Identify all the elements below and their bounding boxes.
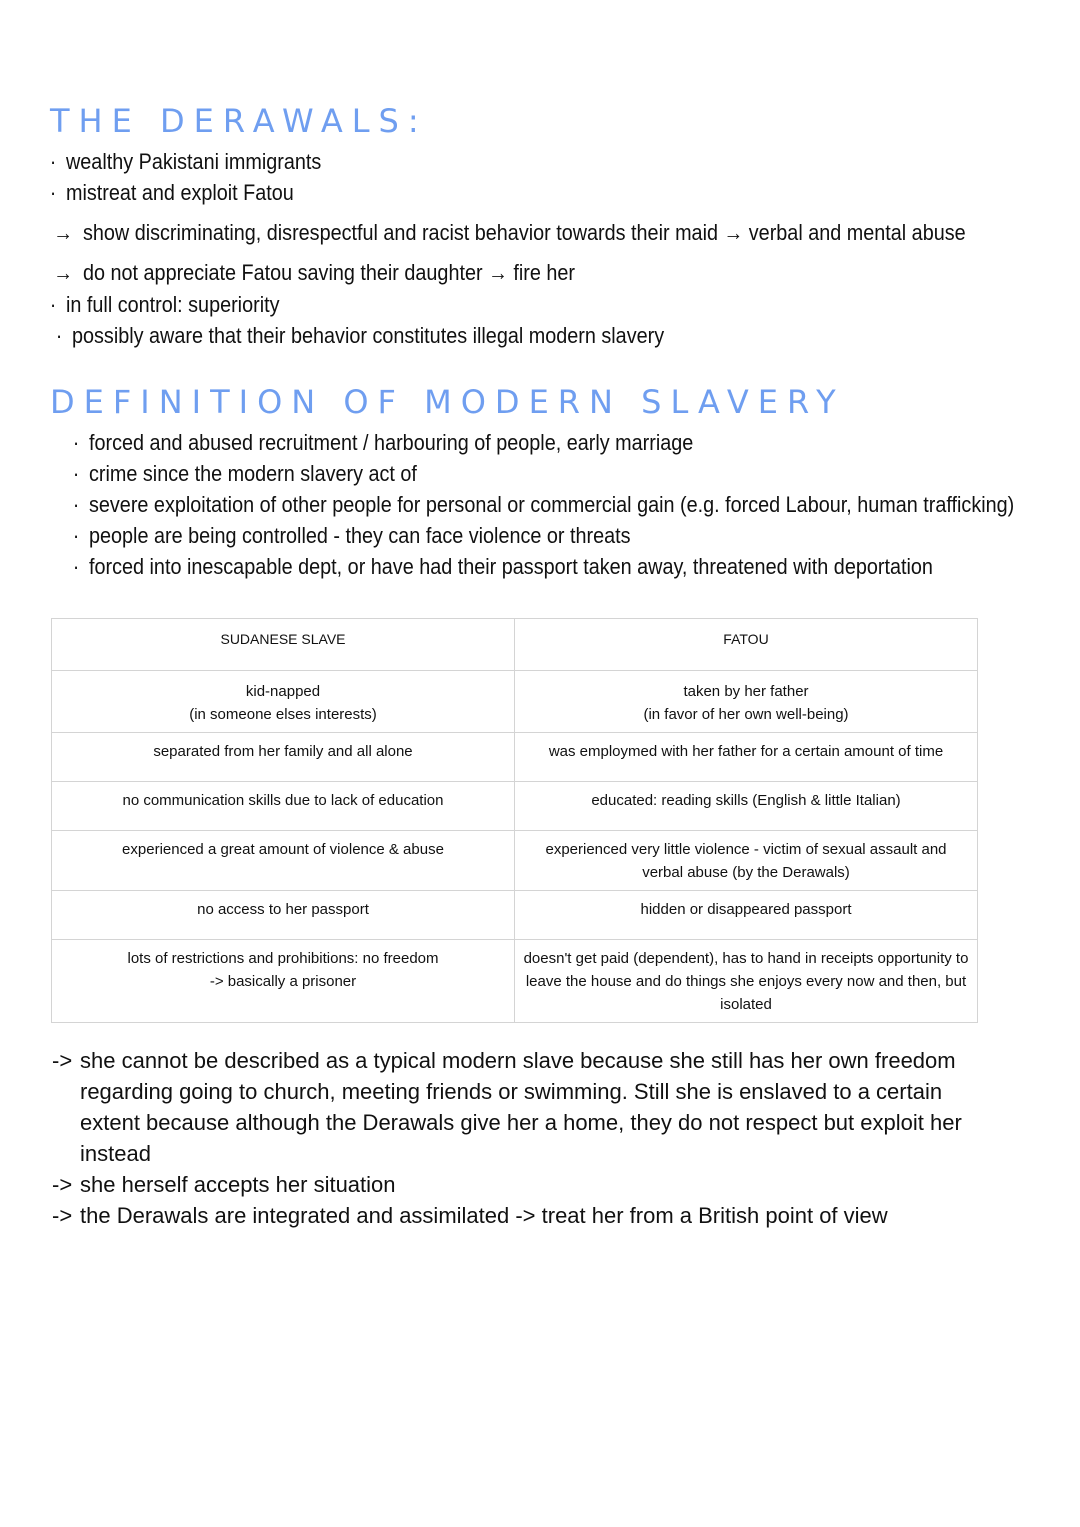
list-item: · wealthy Pakistani immigrants bbox=[49, 149, 322, 174]
list-item: · possibly aware that their behavior constitutes illegal modern slavery bbox=[55, 323, 665, 348]
list-item: · crime since the modern slavery act of bbox=[72, 461, 417, 486]
list-item: · severe exploitation of other people for personal or commercial gain (e.g. forced Labour, human trafficking) bbox=[72, 492, 1015, 517]
list-item: · people are being controlled - they can face violence or threats bbox=[72, 523, 631, 548]
list-item: · in full control: superiority bbox=[49, 292, 280, 317]
conclusion-list bbox=[52, 1045, 992, 1231]
table-cell: kid-napped (in someone elses interests) bbox=[52, 671, 515, 733]
table-cell: lots of restrictions and prohibitions: no freedom -> basically a prisoner bbox=[52, 940, 515, 1023]
table-row bbox=[52, 671, 978, 733]
list-item: -> the Derawals are integrated and assimilated -> treat her from a British point of view bbox=[52, 1203, 888, 1228]
list-item: -> she herself accepts her situation bbox=[52, 1172, 396, 1197]
section-heading-definition: DEFINITION OF MODERN SLAVERY bbox=[50, 383, 845, 421]
table-cell: no communication skills due to lack of education bbox=[52, 782, 515, 831]
list-item: · forced and abused recruitment / harbouring of people, early marriage bbox=[72, 430, 694, 455]
derawals-list bbox=[49, 146, 1066, 351]
table-row bbox=[52, 891, 978, 940]
column-header-sudanese-slave: SUDANESE SLAVE bbox=[52, 619, 515, 671]
list-item: · mistreat and exploit Fatou bbox=[49, 180, 294, 205]
list-item: -> she cannot be described as a typical modern slave because she still has her own freedom regarding going to church, meeting friends or swimming. Still she is enslaved to a certain extent because although the Derawals give her a home, they do not respect but exploit her instead bbox=[52, 1048, 962, 1166]
definition-list bbox=[72, 427, 1079, 582]
table-row bbox=[52, 733, 978, 782]
table-cell: was employmed with her father for a certain amount of time bbox=[515, 733, 978, 782]
table-row bbox=[52, 782, 978, 831]
list-item: · forced into inescapable dept, or have had their passport taken away, threatened with deportation bbox=[72, 554, 933, 579]
table-header-row bbox=[52, 619, 978, 671]
table-cell: doesn't get paid (dependent), has to hand in receipts opportunity to leave the house and do things she enjoys every now and then, but isolated bbox=[515, 940, 978, 1023]
section-heading-derawals: THE DERAWALS: bbox=[50, 102, 428, 140]
table-cell: experienced a great amount of violence & abuse bbox=[52, 831, 515, 891]
column-header-fatou: FATOU bbox=[515, 619, 978, 671]
table-cell: educated: reading skills (English & little Italian) bbox=[515, 782, 978, 831]
table-cell: experienced very little violence - victim of sexual assault and verbal abuse (by the Derawals) bbox=[515, 831, 978, 891]
list-item: → show discriminating, disrespectful and racist behavior towards their maid → verbal and mental abuse bbox=[53, 220, 966, 245]
comparison-table bbox=[51, 618, 978, 1023]
table-cell: no access to her passport bbox=[52, 891, 515, 940]
list-item: → do not appreciate Fatou saving their daughter → fire her bbox=[53, 260, 576, 285]
table-row bbox=[52, 940, 978, 1023]
table-cell: hidden or disappeared passport bbox=[515, 891, 978, 940]
table-cell: taken by her father (in favor of her own well-being) bbox=[515, 671, 978, 733]
table-row bbox=[52, 831, 978, 891]
table-cell: separated from her family and all alone bbox=[52, 733, 515, 782]
